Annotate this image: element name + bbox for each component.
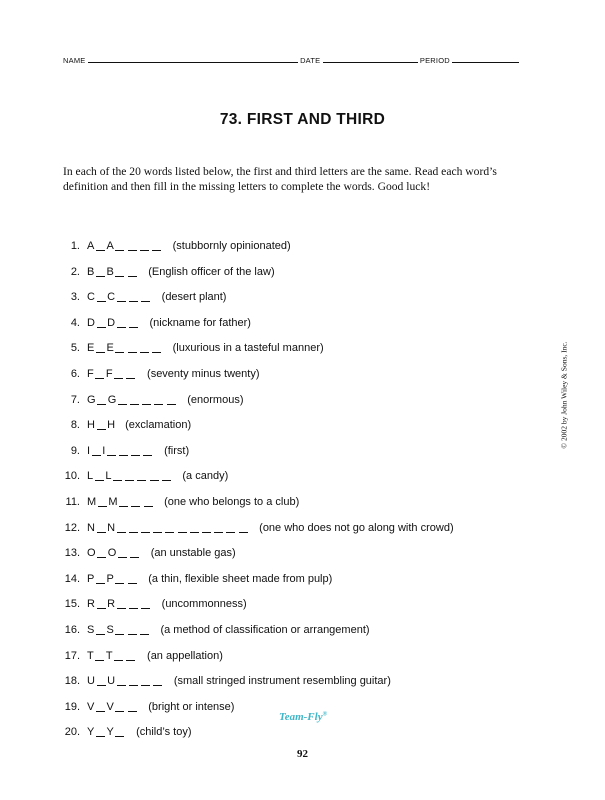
given-letter: P bbox=[87, 572, 95, 585]
given-letter: Y bbox=[106, 726, 114, 739]
list-item bbox=[62, 342, 454, 368]
letter-blank[interactable] bbox=[114, 368, 123, 379]
word-definition: (stubbornly opinionated) bbox=[172, 240, 291, 252]
letter-blank[interactable] bbox=[98, 496, 107, 507]
given-letter: S bbox=[87, 623, 95, 636]
period-field[interactable] bbox=[452, 55, 519, 63]
letter-blank[interactable] bbox=[214, 522, 223, 533]
letter-blank[interactable] bbox=[97, 675, 106, 686]
given-letter: C bbox=[87, 291, 95, 304]
given-letter: V bbox=[87, 700, 95, 713]
letter-blank[interactable] bbox=[125, 470, 134, 481]
list-item bbox=[62, 701, 454, 727]
list-item bbox=[62, 291, 454, 317]
given-letter: T bbox=[105, 649, 113, 662]
letter-blank[interactable] bbox=[144, 496, 153, 507]
given-letter: I bbox=[87, 444, 91, 457]
item-number: 3. bbox=[70, 291, 80, 304]
team-fly-logo bbox=[279, 711, 327, 723]
list-item bbox=[62, 675, 454, 701]
letter-blank[interactable] bbox=[119, 496, 128, 507]
letter-blank[interactable] bbox=[141, 522, 150, 533]
list-item bbox=[62, 624, 454, 650]
period-label: PERIOD bbox=[419, 56, 450, 65]
letter-blank[interactable] bbox=[95, 368, 104, 379]
letter-blank[interactable] bbox=[152, 240, 161, 251]
given-letter: A bbox=[87, 240, 95, 252]
letter-blank[interactable] bbox=[226, 522, 235, 533]
letter-blank[interactable] bbox=[128, 701, 137, 712]
given-letter: L bbox=[105, 470, 112, 483]
letter-blank[interactable] bbox=[97, 317, 106, 328]
item-number: 20. bbox=[64, 726, 80, 739]
given-letter: U bbox=[87, 675, 95, 688]
list-item bbox=[62, 650, 454, 676]
letter-blank[interactable] bbox=[130, 394, 139, 405]
list-item bbox=[62, 317, 454, 343]
given-letter: D bbox=[87, 316, 95, 329]
letter-blank[interactable] bbox=[130, 547, 139, 558]
letter-blank[interactable] bbox=[96, 342, 105, 353]
list-item bbox=[62, 573, 454, 599]
item-number: 4. bbox=[70, 316, 80, 329]
given-letter: R bbox=[87, 598, 95, 611]
word-definition: (a method of classification or arrangement) bbox=[160, 623, 370, 636]
given-letter: C bbox=[107, 291, 116, 304]
registered-mark: ® bbox=[322, 711, 328, 718]
word-definition: (a candy) bbox=[182, 470, 229, 483]
given-letter: S bbox=[106, 623, 114, 636]
letter-blank[interactable] bbox=[154, 394, 163, 405]
item-number: 11. bbox=[65, 495, 80, 508]
letter-blank[interactable] bbox=[115, 342, 124, 353]
item-number: 10. bbox=[64, 470, 80, 483]
letter-blank[interactable] bbox=[115, 573, 124, 584]
letter-blank[interactable] bbox=[117, 291, 126, 302]
item-number: 2. bbox=[70, 265, 80, 278]
word-definition: (small stringed instrument resembling guitar) bbox=[173, 675, 391, 688]
letter-blank[interactable] bbox=[150, 470, 159, 481]
item-number: 15. bbox=[64, 598, 80, 611]
letter-blank[interactable] bbox=[126, 368, 135, 379]
given-letter: D bbox=[107, 316, 116, 329]
given-letter: Y bbox=[87, 726, 95, 739]
word-definition: (nickname for father) bbox=[149, 316, 251, 329]
page-number: 92 bbox=[297, 748, 308, 760]
letter-blank[interactable] bbox=[129, 522, 138, 533]
item-number: 13. bbox=[64, 547, 80, 560]
letter-blank[interactable] bbox=[142, 394, 151, 405]
word-definition: (one who belongs to a club) bbox=[164, 495, 300, 508]
given-letter: P bbox=[106, 572, 114, 585]
given-letter: E bbox=[87, 342, 95, 355]
letter-blank[interactable] bbox=[96, 573, 105, 584]
given-letter: I bbox=[102, 444, 106, 457]
word-definition: (an unstable gas) bbox=[150, 547, 236, 560]
list-item bbox=[62, 470, 454, 496]
letter-blank[interactable] bbox=[115, 266, 124, 277]
word-definition: (enormous) bbox=[187, 393, 244, 406]
list-item bbox=[62, 522, 454, 548]
letter-blank[interactable] bbox=[126, 650, 135, 661]
item-number: 19. bbox=[64, 700, 80, 713]
letter-blank[interactable] bbox=[128, 573, 137, 584]
letter-blank[interactable] bbox=[140, 342, 149, 353]
item-number: 6. bbox=[70, 367, 80, 380]
letter-blank[interactable] bbox=[96, 726, 105, 737]
letter-blank[interactable] bbox=[128, 266, 137, 277]
given-letter: R bbox=[107, 598, 116, 611]
name-field[interactable] bbox=[88, 55, 298, 63]
list-item bbox=[62, 598, 454, 624]
letter-blank[interactable] bbox=[95, 470, 104, 481]
letter-blank[interactable] bbox=[97, 419, 106, 430]
letter-blank[interactable] bbox=[118, 394, 127, 405]
given-letter: G bbox=[107, 393, 117, 406]
word-definition: (one who does not go along with crowd) bbox=[259, 521, 454, 534]
letter-blank[interactable] bbox=[141, 675, 150, 686]
letter-blank[interactable] bbox=[152, 342, 161, 353]
word-definition: (first) bbox=[164, 444, 190, 457]
instructions: In each of the 20 words listed below, the first and third letters are the same. Read each word’s definition and then fill in the missing letters to complete the words. Good luck! bbox=[63, 165, 497, 193]
item-number: 9. bbox=[70, 444, 80, 457]
given-letter: O bbox=[87, 547, 96, 560]
letter-blank[interactable] bbox=[97, 547, 106, 558]
letter-blank[interactable] bbox=[113, 470, 122, 481]
letter-blank[interactable] bbox=[97, 394, 106, 405]
given-letter: B bbox=[87, 265, 95, 278]
letter-blank[interactable] bbox=[97, 522, 106, 533]
faint-watermark: ​ bbox=[274, 287, 302, 307]
given-letter: N bbox=[87, 521, 95, 534]
letter-blank[interactable] bbox=[117, 317, 126, 328]
given-letter: E bbox=[106, 342, 114, 355]
word-definition: (luxurious in a tasteful manner) bbox=[172, 342, 324, 355]
letter-blank[interactable] bbox=[143, 445, 152, 456]
list-item bbox=[62, 445, 454, 471]
letter-blank[interactable] bbox=[97, 291, 106, 302]
letter-blank[interactable] bbox=[190, 522, 199, 533]
list-item bbox=[62, 419, 454, 445]
given-letter: A bbox=[106, 240, 114, 252]
list-item bbox=[62, 266, 454, 292]
letter-blank[interactable] bbox=[129, 675, 138, 686]
date-field[interactable] bbox=[323, 55, 418, 63]
given-letter: M bbox=[108, 495, 118, 508]
letter-blank[interactable] bbox=[115, 701, 124, 712]
list-item bbox=[62, 547, 454, 573]
letter-blank[interactable] bbox=[128, 624, 137, 635]
letter-blank[interactable] bbox=[96, 240, 105, 251]
given-letter: B bbox=[106, 265, 114, 278]
letter-blank[interactable] bbox=[128, 240, 137, 251]
word-definition: (seventy minus twenty) bbox=[147, 367, 260, 380]
item-number: 12. bbox=[64, 521, 80, 534]
list-item bbox=[62, 368, 454, 394]
word-definition: (uncommonness) bbox=[161, 598, 247, 611]
given-letter: L bbox=[87, 470, 94, 483]
date-label: DATE bbox=[300, 56, 321, 65]
word-definition: (child’s toy) bbox=[136, 726, 192, 739]
letter-blank[interactable] bbox=[96, 624, 105, 635]
given-letter: H bbox=[107, 419, 116, 432]
list-item bbox=[62, 240, 454, 266]
letter-blank[interactable] bbox=[114, 650, 123, 661]
letter-blank[interactable] bbox=[96, 701, 105, 712]
letter-blank[interactable] bbox=[119, 445, 128, 456]
letter-blank[interactable] bbox=[117, 675, 126, 686]
letter-blank[interactable] bbox=[137, 470, 146, 481]
item-number: 18. bbox=[64, 675, 80, 688]
given-letter: V bbox=[106, 700, 114, 713]
letter-blank[interactable] bbox=[167, 394, 176, 405]
letter-blank[interactable] bbox=[140, 624, 149, 635]
letter-blank[interactable] bbox=[129, 598, 138, 609]
given-letter: O bbox=[107, 547, 117, 560]
letter-blank[interactable] bbox=[153, 522, 162, 533]
word-list bbox=[62, 240, 454, 752]
letter-blank[interactable] bbox=[115, 240, 124, 251]
list-item bbox=[62, 496, 454, 522]
word-definition: (desert plant) bbox=[161, 291, 227, 304]
list-item bbox=[62, 394, 454, 420]
given-letter: U bbox=[107, 675, 116, 688]
word-definition: (bright or intense) bbox=[148, 700, 235, 713]
letter-blank[interactable] bbox=[141, 291, 150, 302]
letter-blank[interactable] bbox=[131, 445, 140, 456]
word-definition: (an appellation) bbox=[147, 649, 223, 662]
item-number: 5. bbox=[70, 342, 80, 355]
letter-blank[interactable] bbox=[118, 547, 127, 558]
letter-blank[interactable] bbox=[107, 445, 116, 456]
item-number: 7. bbox=[70, 393, 80, 406]
given-letter: F bbox=[87, 367, 94, 380]
given-letter: H bbox=[87, 419, 95, 432]
letter-blank[interactable] bbox=[97, 598, 106, 609]
letter-blank[interactable] bbox=[129, 317, 138, 328]
copyright-notice: © 2002 by John Wiley & Sons, Inc. bbox=[559, 341, 569, 449]
letter-blank[interactable] bbox=[162, 470, 171, 481]
item-number: 8. bbox=[70, 419, 80, 432]
letter-blank[interactable] bbox=[115, 726, 124, 737]
given-letter: T bbox=[87, 649, 94, 662]
letter-blank[interactable] bbox=[117, 522, 126, 533]
letter-blank[interactable] bbox=[117, 598, 126, 609]
item-number: 17. bbox=[64, 649, 80, 662]
letter-blank[interactable] bbox=[202, 522, 211, 533]
letter-blank[interactable] bbox=[92, 445, 101, 456]
letter-blank[interactable] bbox=[131, 496, 140, 507]
letter-blank[interactable] bbox=[128, 342, 137, 353]
letter-blank[interactable] bbox=[165, 522, 174, 533]
given-letter: M bbox=[87, 495, 97, 508]
student-info-header bbox=[63, 55, 543, 65]
item-number: 14. bbox=[64, 572, 80, 585]
word-definition: (English officer of the law) bbox=[148, 265, 275, 278]
letter-blank[interactable] bbox=[95, 650, 104, 661]
page-title: 73. FIRST AND THIRD bbox=[219, 111, 386, 128]
item-number: 16. bbox=[64, 623, 80, 636]
letter-blank[interactable] bbox=[239, 522, 248, 533]
item-number: 1. bbox=[70, 240, 80, 252]
given-letter: F bbox=[105, 367, 113, 380]
name-label: NAME bbox=[63, 56, 86, 65]
letter-blank[interactable] bbox=[129, 291, 138, 302]
team-fly-text: Team-Fly bbox=[279, 711, 323, 723]
letter-blank[interactable] bbox=[96, 266, 105, 277]
letter-blank[interactable] bbox=[140, 240, 149, 251]
word-definition: (exclamation) bbox=[125, 419, 192, 432]
given-letter: N bbox=[107, 521, 116, 534]
letter-blank[interactable] bbox=[153, 675, 162, 686]
letter-blank[interactable] bbox=[178, 522, 187, 533]
letter-blank[interactable] bbox=[141, 598, 150, 609]
word-definition: (a thin, flexible sheet made from pulp) bbox=[148, 572, 333, 585]
given-letter: G bbox=[87, 393, 96, 406]
letter-blank[interactable] bbox=[115, 624, 124, 635]
